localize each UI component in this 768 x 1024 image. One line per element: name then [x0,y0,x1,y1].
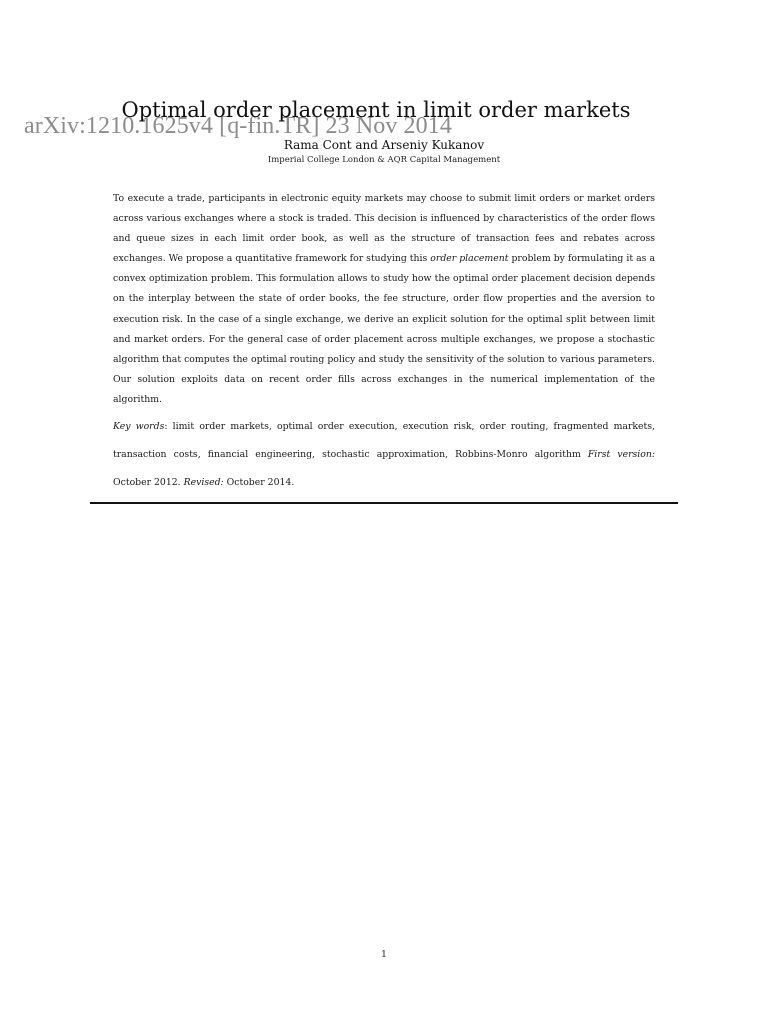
section-divider [90,502,678,504]
page-number: 1 [381,950,387,960]
keywords-text: : limit order markets, optimal order execution, execution risk, order routing, fragmented markets, transaction costs, financial engineering, stochastic approximation, Robbins-Monro algorithm [113,421,655,460]
paper-title: Optimal order placement in limit order markets [121,98,631,122]
keywords-paragraph [113,413,655,497]
keywords-label: Key words [113,421,165,432]
revised-label: Revised: [183,477,224,488]
revised-date: October 2014. [223,477,295,488]
first-version-date: October 2012. [113,477,184,488]
abstract-emphasis: order placement [430,253,509,265]
abstract-text-part2: problem by formulating it as a convex optimization problem. This formulation allows to study how the optimal order placement decision depends on the interplay between the state of order books, the fee structure, order flow properties and the aversion to execution risk. In the case of a single exchange, we derive an explicit solution for the optimal split between limit and market orders. For the general case of order placement across multiple exchanges, we propose a stochastic algorithm that computes the optimal routing policy and study the sensitivity of the solution to various parameters. Our solution exploits data on recent order fills across exchanges in the numerical implementation of the algorithm. [113,253,655,405]
abstract-paragraph [113,189,655,410]
first-version-label: First version: [587,449,655,460]
paper-authors: Rama Cont and Arseniy Kukanov [283,138,485,152]
author-affiliation: Imperial College London & AQR Capital Management [267,155,501,165]
arxiv-identifier-stamp: arXiv:1210.1625v4 [q-fin.TR] 23 Nov 2014 [24,113,452,139]
abstract-text-part1: To execute a trade, participants in electronic equity markets may choose to submit limit orders or market orders across various exchanges where a stock is traded. This decision is influenced by characteristics of the order flows and queue sizes in each limit order book, as well as the structure of transaction fees and rebates across exchanges. We propose a quantitative framework for studying this [113,193,655,265]
